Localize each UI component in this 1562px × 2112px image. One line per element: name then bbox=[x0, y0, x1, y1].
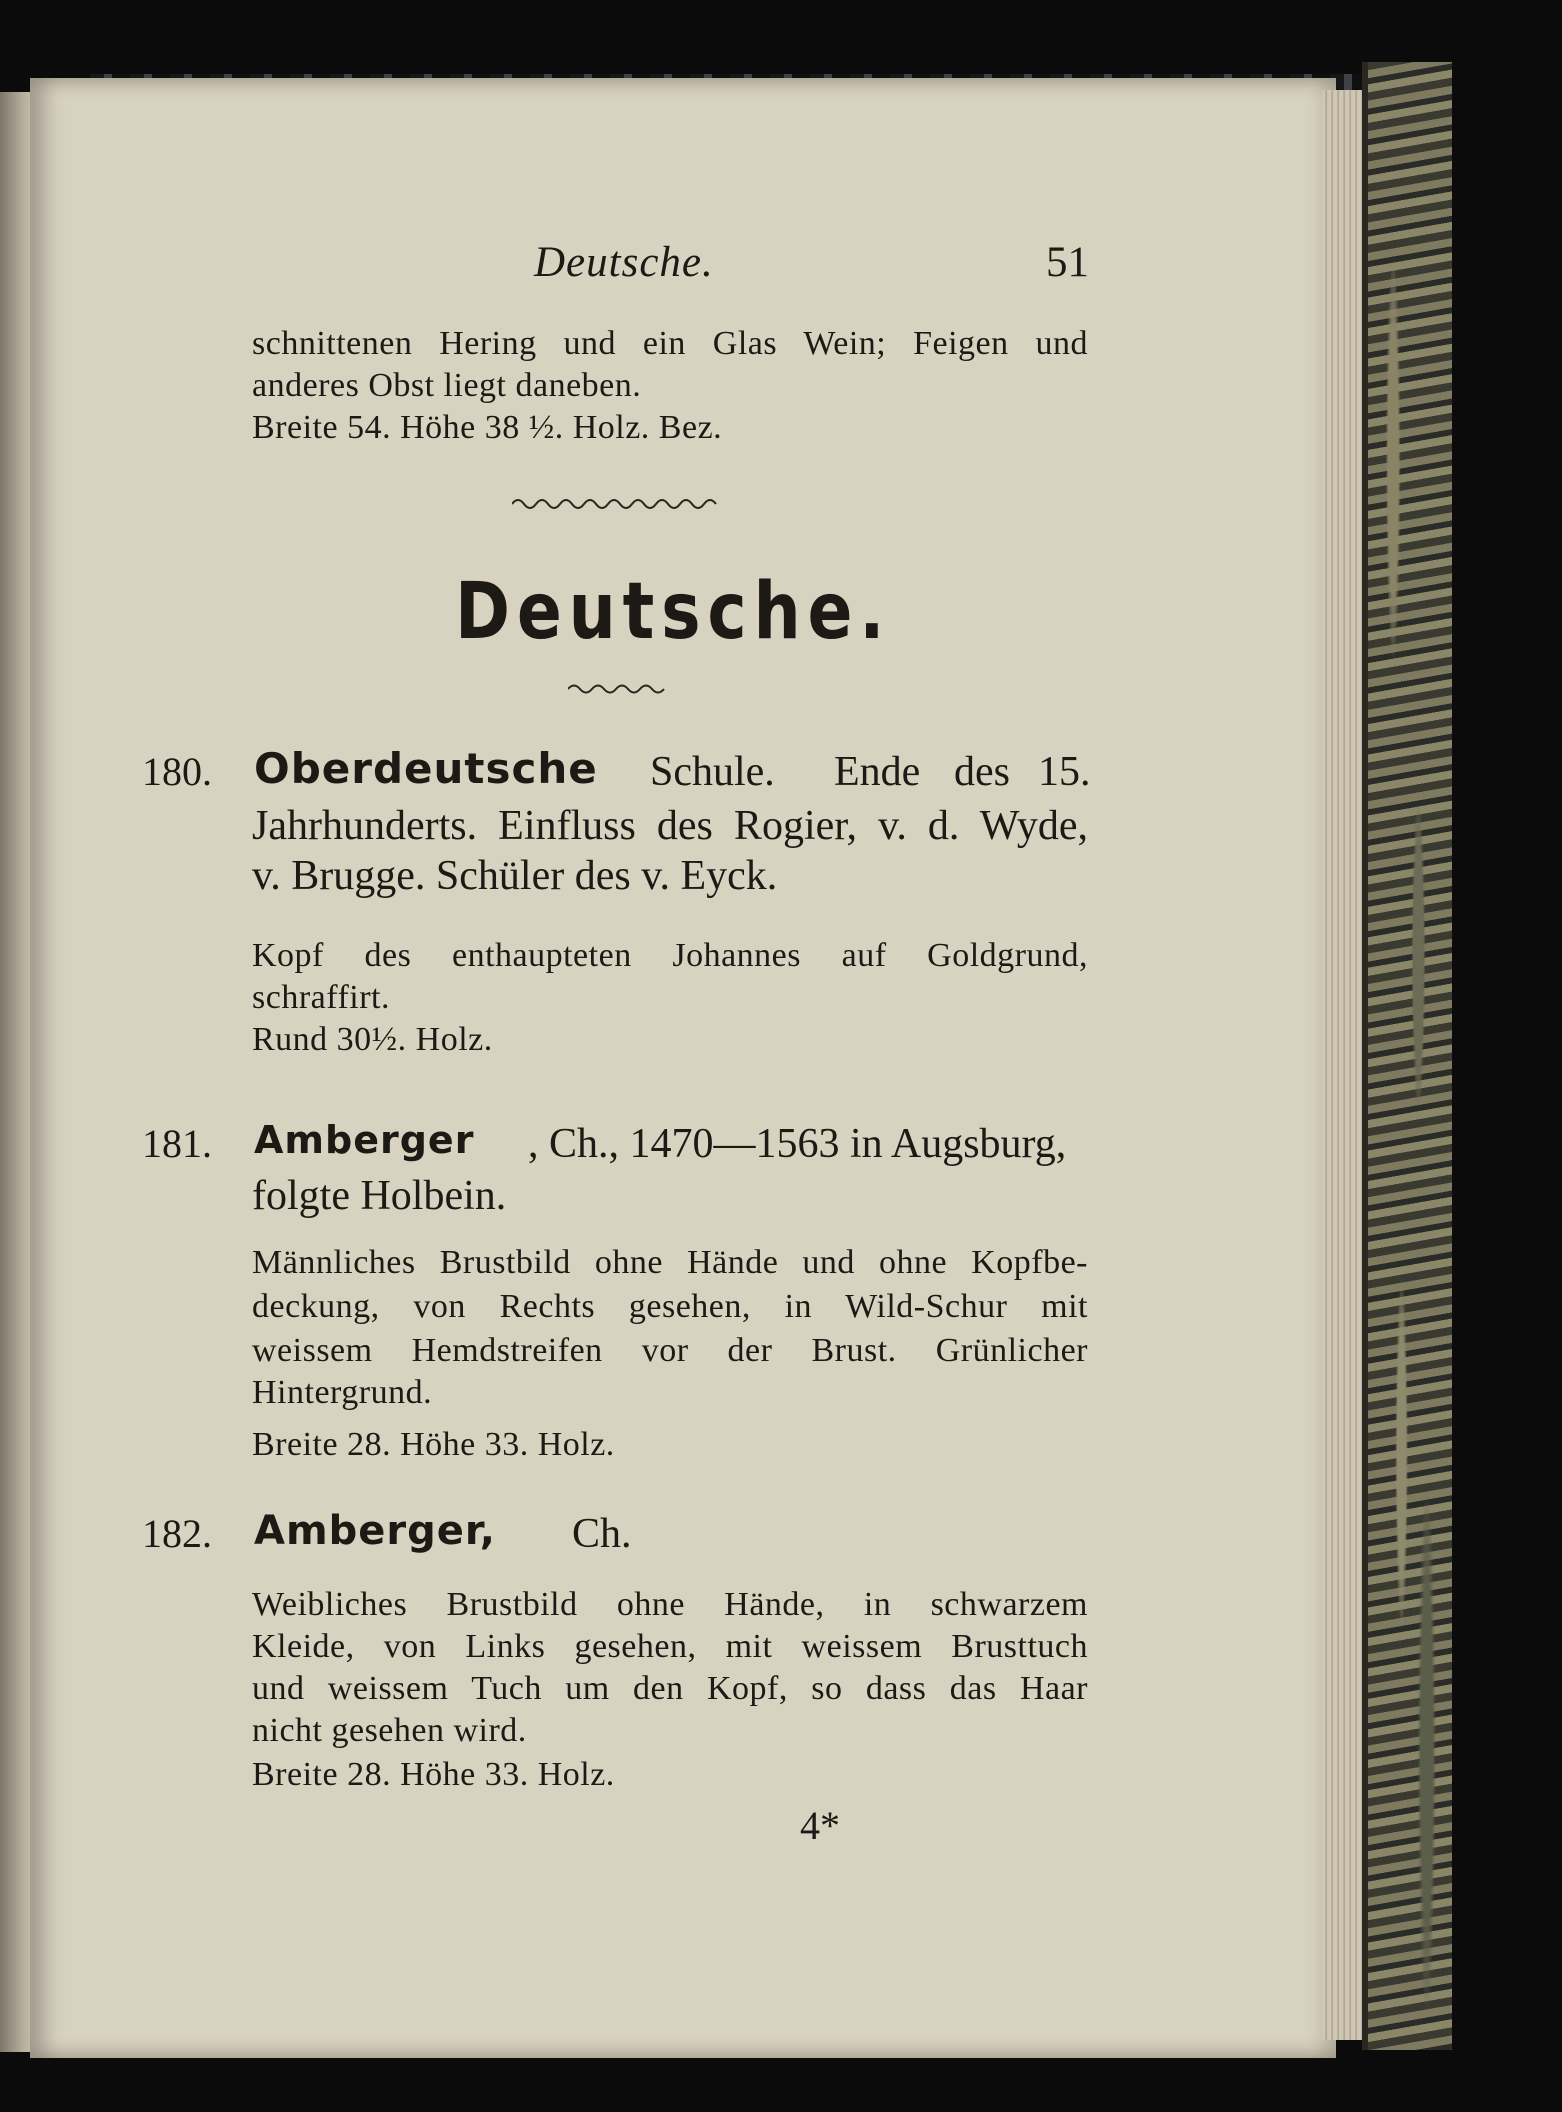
continuation-line-3: Breite 54. Höhe 38 ½. Holz. Bez. bbox=[252, 409, 723, 446]
entry-180-heading-line-3: v. Brugge. Schüler des v. Eyck. bbox=[252, 853, 778, 899]
continuation-line-2: anderes Obst liegt daneben. bbox=[252, 367, 642, 404]
entry-number: 182. bbox=[142, 1511, 212, 1556]
entry-182-description-1: Weibliches Brustbild ohne Hände, in schwarzem bbox=[252, 1586, 1088, 1623]
entry-181-description-4: Hintergrund. bbox=[252, 1374, 433, 1411]
entry-number: 181. bbox=[142, 1121, 212, 1166]
heading-word: Ende bbox=[834, 749, 921, 795]
entry-180-heading-line-2: Jahrhunderts. Einfluss des Rogier, v. d. Wyde, bbox=[252, 803, 1088, 849]
heading-word: des bbox=[954, 749, 1010, 795]
entry-182-heading bbox=[142, 1510, 1092, 1557]
entry-181-heading-line-2: folgte Holbein. bbox=[252, 1173, 507, 1219]
heading-word: 15. bbox=[1038, 749, 1091, 795]
entry-181-description-3: weissem Hemdstreifen vor der Brust. Grünlicher bbox=[252, 1332, 1088, 1369]
wavy-rule-top bbox=[512, 494, 726, 514]
heading-rest: Ch. bbox=[572, 1511, 632, 1557]
entry-182-dimensions: Breite 28. Höhe 33. Holz. bbox=[252, 1756, 615, 1793]
heading-rest: , Ch., 1470—1563 in Augsburg, bbox=[528, 1121, 1067, 1167]
entry-182-description-3: und weissem Tuch um den Kopf, so dass das Haar bbox=[252, 1670, 1088, 1707]
entry-180-description-2: schraffirt. bbox=[252, 979, 390, 1016]
running-title: Deutsche. bbox=[534, 239, 714, 286]
entry-180-description-1: Kopf des enthaupteten Johannes auf Goldgrund, bbox=[252, 937, 1088, 974]
entry-182-description-4: nicht gesehen wird. bbox=[252, 1712, 527, 1749]
entry-181-dimensions: Breite 28. Höhe 33. Holz. bbox=[252, 1426, 615, 1463]
artist-name: Oberdeutsche bbox=[254, 744, 598, 793]
section-title: Deutsche. bbox=[455, 567, 892, 657]
heading-word: Schule. bbox=[650, 749, 775, 795]
page-number: 51 bbox=[1046, 239, 1089, 286]
entry-180-heading bbox=[142, 744, 1092, 795]
entry-181-description-1: Männliches Brustbild ohne Hände und ohne Kopfbe- bbox=[252, 1244, 1088, 1281]
continuation-line-1: schnittenen Hering und ein Glas Wein; Feigen und bbox=[252, 325, 1088, 362]
entry-181-description-2: deckung, von Rechts gesehen, in Wild-Schur mit bbox=[252, 1288, 1088, 1325]
artist-name: Amberger, bbox=[254, 1508, 496, 1554]
entry-180-dimensions: Rund 30½. Holz. bbox=[252, 1021, 493, 1058]
entry-181-heading bbox=[142, 1120, 1092, 1167]
entry-182-description-2: Kleide, von Links gesehen, mit weissem Brusttuch bbox=[252, 1628, 1088, 1665]
wavy-rule-bottom bbox=[568, 680, 668, 698]
entry-number: 180. bbox=[142, 749, 212, 794]
artist-name: Amberger bbox=[254, 1118, 475, 1162]
signature-mark: 4* bbox=[800, 1803, 840, 1848]
